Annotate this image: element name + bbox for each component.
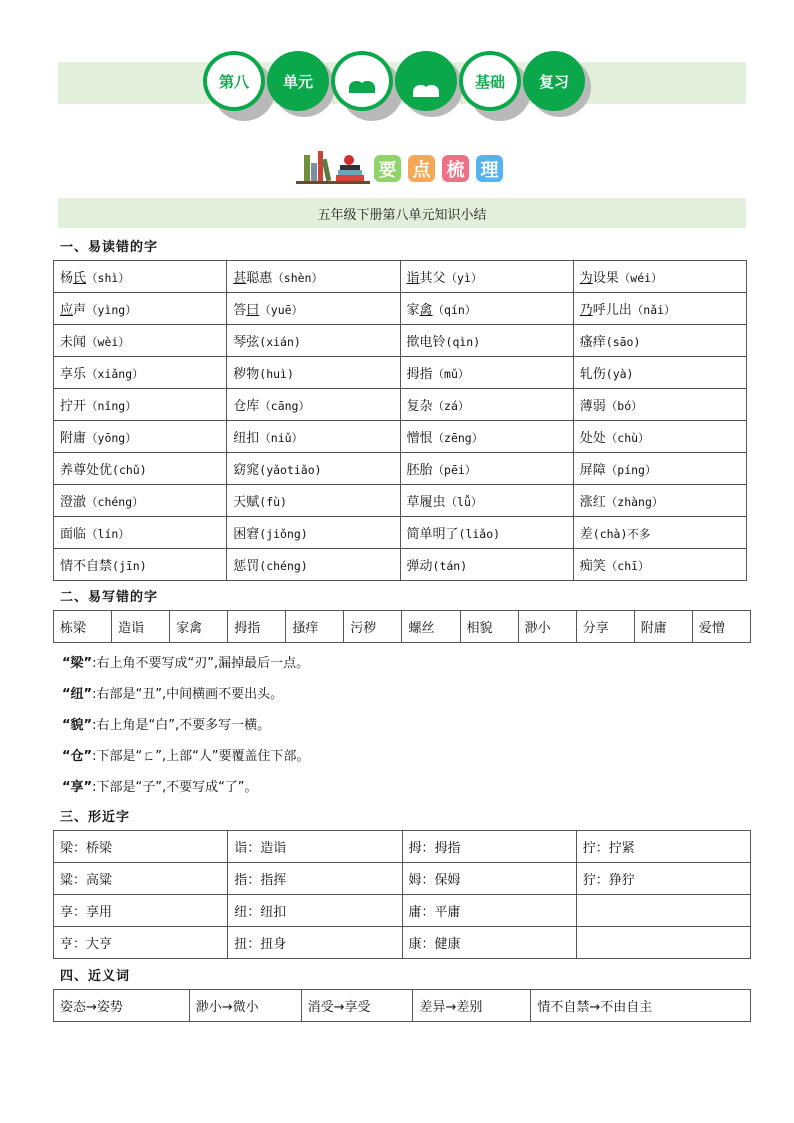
table-cell: [400, 325, 573, 357]
pinyin: (jīn): [112, 559, 147, 573]
pinyin: （pēi）: [432, 463, 477, 477]
word-text: 答: [233, 303, 247, 318]
table-cell: [573, 485, 746, 517]
word-text: 澄澈: [60, 495, 87, 510]
table-row: [54, 831, 751, 863]
word-cell: 污秽: [344, 611, 402, 643]
pinyin: (jiǒng): [259, 527, 308, 541]
note-text: :下部是“子”,不要写成“了”。: [92, 780, 258, 795]
table-cell: [54, 261, 227, 293]
table-cell: 康：健康: [402, 927, 576, 959]
misread-chars-table: [53, 260, 747, 581]
word-text: 其父: [419, 271, 446, 286]
table-cell: [227, 485, 400, 517]
table-cell: 姆：保姆: [402, 863, 576, 895]
tile-shu: 梳: [442, 155, 469, 182]
pinyin: （chù）: [605, 431, 650, 445]
word-text: 纽扣: [233, 431, 260, 446]
pinyin: （píng）: [605, 463, 657, 477]
word-text: 憎恨: [406, 431, 433, 446]
section1-heading: 一、易读错的字: [60, 240, 159, 255]
synonym-cell: 差异→差别: [413, 990, 531, 1022]
table-row: [54, 895, 751, 927]
table-row: [54, 421, 747, 453]
word-text: 声: [73, 303, 87, 318]
note-text: :下部是“ㄈ”,上部“人”要覆盖住下部。: [92, 749, 310, 764]
word-text: 揿电铃: [406, 335, 446, 350]
table-cell: [227, 453, 400, 485]
table-cell: [54, 549, 227, 581]
note-line: [62, 679, 310, 710]
word-text: 聪惠: [246, 271, 273, 286]
note-char: “享”: [62, 780, 93, 795]
table-row: [54, 517, 747, 549]
table-cell: [400, 549, 573, 581]
pinyin: （chéng）: [86, 495, 144, 509]
word-text: 拧开: [60, 399, 87, 414]
table-cell: 庸：平庸: [402, 895, 576, 927]
table-cell: [573, 261, 746, 293]
word-text: 琴弦: [233, 335, 260, 350]
pinyin: （shì）: [86, 271, 130, 285]
pinyin: （mǔ）: [432, 367, 470, 381]
table-cell: [54, 357, 227, 389]
pinyin: (huì): [259, 367, 294, 381]
table-cell: 享：享用: [54, 895, 228, 927]
table-cell: 粱：高粱: [54, 863, 228, 895]
table-cell: 梁：桥梁: [54, 831, 228, 863]
word-text: 瘙痒: [579, 335, 606, 350]
table-cell: 拇：拇指: [402, 831, 576, 863]
synonym-cell: 消受→享受: [301, 990, 413, 1022]
word-cell: 相貌: [460, 611, 518, 643]
table-row: [54, 549, 747, 581]
synonyms-table: [53, 989, 751, 1022]
word-text: 轧伤: [579, 367, 606, 382]
table-cell: [227, 517, 400, 549]
word-text: 杨: [60, 271, 74, 286]
miswritten-chars-table: [53, 610, 751, 643]
table-cell: [400, 453, 573, 485]
table-cell: 纽：纽扣: [228, 895, 402, 927]
pinyin: （cāng）: [259, 399, 310, 413]
word-text: 草履虫: [406, 495, 446, 510]
word-cell: 搔痒: [286, 611, 344, 643]
pinyin: （lǚ）: [445, 495, 483, 509]
table-cell: [54, 293, 227, 325]
table-cell: [573, 549, 746, 581]
word-cell: 家禽: [170, 611, 228, 643]
table-cell: [54, 421, 227, 453]
badge-fu-xi: [523, 51, 585, 111]
word-text: 窈窕: [233, 463, 260, 478]
pinyin: (chǔ): [112, 463, 147, 477]
key-points-heading: [296, 146, 503, 184]
synonym-cell: 渺小→微小: [189, 990, 301, 1022]
table-cell: 扭：扭身: [228, 927, 402, 959]
tile-yao: 要: [374, 155, 401, 182]
synonym-cell: 姿态→姿势: [54, 990, 190, 1022]
table-cell: [400, 485, 573, 517]
word-text: 设果: [592, 271, 619, 286]
pinyin: （wèi）: [86, 335, 130, 349]
badge-text: 复习: [538, 72, 569, 91]
badge-text: 基础: [474, 72, 505, 91]
word-text: 简单明了: [406, 527, 459, 542]
word-cell: 分享: [576, 611, 634, 643]
underlined-char: 曰: [246, 303, 260, 318]
table-cell: [573, 357, 746, 389]
pinyin: (qìn): [445, 335, 481, 349]
note-char: “梁”: [62, 656, 93, 671]
unit-badges: [203, 51, 603, 117]
pinyin: （lín）: [86, 527, 130, 541]
underlined-char: 为: [579, 271, 593, 286]
table-cell: [400, 421, 573, 453]
table-cell: [227, 325, 400, 357]
table-cell: [400, 389, 573, 421]
word-text: 弹动: [406, 559, 433, 574]
pinyin: (tán): [432, 559, 468, 573]
pinyin: （nǎi）: [631, 303, 676, 317]
pinyin: (liǎo): [458, 527, 501, 541]
table-cell: [227, 293, 400, 325]
table-cell: [54, 453, 227, 485]
table-cell: 狞：狰狞: [576, 863, 750, 895]
note-line: [62, 710, 310, 741]
badge-di-ba: [203, 51, 265, 111]
table-cell: [227, 261, 400, 293]
pinyin: （niǔ）: [259, 431, 304, 445]
table-cell: [227, 549, 400, 581]
note-text: :右上角是“白”,不要多写一横。: [92, 718, 271, 733]
badge-text: 单元: [282, 72, 313, 91]
table-cell: [227, 357, 400, 389]
word-text: 享乐: [60, 367, 87, 382]
word-text: 养尊处优: [60, 463, 113, 478]
word-cell: 栋梁: [54, 611, 112, 643]
pinyin: （nǐng）: [86, 399, 137, 413]
table-cell: [576, 927, 750, 959]
word-text: 处处: [579, 431, 606, 446]
word-cell: 造诣: [112, 611, 170, 643]
word-text: 复杂: [406, 399, 433, 414]
table-cell: [400, 261, 573, 293]
word-text: 秽物: [233, 367, 260, 382]
pinyin: （yōng）: [86, 431, 137, 445]
word-text: 困窘: [233, 527, 260, 542]
badge-ji-chu: [459, 51, 521, 111]
table-row: [54, 863, 751, 895]
word-text: 薄弱: [579, 399, 606, 414]
table-cell: [54, 517, 227, 549]
table-cell: [400, 357, 573, 389]
note-text: :右部是“丑”,中间横画不要出头。: [92, 687, 284, 702]
table-row: [54, 485, 747, 517]
pinyin: （zá）: [432, 399, 470, 413]
pinyin: （wéi）: [618, 271, 663, 285]
table-cell: [573, 453, 746, 485]
table-cell: [227, 389, 400, 421]
table-cell: 诣：造诣: [228, 831, 402, 863]
section2-heading: 二、易写错的字: [60, 590, 159, 605]
word-text: 差: [579, 527, 593, 542]
word-cell: 爱憎: [692, 611, 750, 643]
word-text: 涨红: [579, 495, 606, 510]
pinyin: (fù): [259, 495, 287, 509]
note-char: “仓”: [62, 749, 93, 764]
pinyin: （zēng）: [432, 431, 484, 445]
badge-text: 第八: [218, 72, 249, 91]
table-cell: 指：指挥: [228, 863, 402, 895]
table-row: [54, 261, 747, 293]
table-row: [54, 389, 747, 421]
badge-cloud-filled: [395, 51, 457, 111]
pinyin: （zhàng）: [605, 495, 664, 509]
pinyin: (chà)不多: [592, 527, 651, 541]
pinyin: (yà): [605, 367, 634, 381]
tile-dian: 点: [408, 155, 435, 182]
word-text: 呼儿出: [592, 303, 632, 318]
pinyin: (xián): [259, 335, 301, 349]
note-line: [62, 648, 310, 679]
table-cell: [573, 517, 746, 549]
underlined-char: 氏: [73, 271, 87, 286]
word-text: 面临: [60, 527, 87, 542]
underlined-char: 应: [60, 303, 74, 318]
table-cell: [400, 517, 573, 549]
word-text: 家: [406, 303, 420, 318]
writing-notes: [62, 648, 310, 803]
pinyin: （shèn）: [272, 271, 323, 285]
note-line: [62, 741, 310, 772]
table-cell: [54, 485, 227, 517]
word-text: 惩罚: [233, 559, 260, 574]
table-row: [54, 927, 751, 959]
table-cell: [573, 421, 746, 453]
word-cell: 拇指: [228, 611, 286, 643]
pinyin: （yì）: [445, 271, 483, 285]
table-row: [54, 357, 747, 389]
underlined-char: 诣: [406, 271, 420, 286]
table-row: [54, 453, 747, 485]
table-cell: [576, 895, 750, 927]
pinyin: (chéng): [259, 559, 308, 573]
table-row: [54, 293, 747, 325]
pinyin: (sāo): [605, 335, 641, 349]
pinyin: （qín）: [432, 303, 477, 317]
note-char: “纽”: [62, 687, 93, 702]
pinyin: (yǎotiǎo): [259, 463, 322, 477]
word-cell: 螺丝: [402, 611, 460, 643]
cloud-icon: [349, 81, 375, 93]
note-text: :右上角不要写成“刃”,漏掉最后一点。: [92, 656, 310, 671]
table-cell: [573, 325, 746, 357]
pinyin: （yìng）: [86, 303, 137, 317]
word-text: 仓库: [233, 399, 260, 414]
word-text: 未闻: [60, 335, 87, 350]
word-text: 天赋: [233, 495, 260, 510]
table-cell: 亨：大亨: [54, 927, 228, 959]
word-cell: 渺小: [518, 611, 576, 643]
pinyin: （chī）: [605, 559, 650, 573]
note-char: “貌”: [62, 718, 93, 733]
section4-heading: 四、近义词: [60, 969, 131, 984]
synonym-cell: 情不自禁→不由自主: [531, 990, 751, 1022]
table-cell: [54, 389, 227, 421]
table-cell: [54, 325, 227, 357]
word-text: 附庸: [60, 431, 87, 446]
section3-heading: 三、形近字: [60, 810, 131, 825]
word-text: 情不自禁: [60, 559, 113, 574]
table-cell: [573, 389, 746, 421]
table-cell: [400, 293, 573, 325]
tile-li: 理: [476, 155, 503, 182]
summary-title: 五年级下册第八单元知识小结: [58, 198, 746, 228]
underlined-char: 乃: [579, 303, 593, 318]
word-text: 胚胎: [406, 463, 433, 478]
badge-dan-yuan: [267, 51, 329, 111]
note-line: [62, 772, 310, 803]
pinyin: （yuē）: [259, 303, 304, 317]
underlined-char: 禽: [419, 303, 433, 318]
word-text: 痴笑: [579, 559, 606, 574]
table-cell: [573, 293, 746, 325]
table-cell: [227, 421, 400, 453]
word-text: 屏障: [579, 463, 606, 478]
pinyin: （bó）: [605, 399, 643, 413]
table-row: [54, 325, 747, 357]
word-text: 拇指: [406, 367, 433, 382]
similar-chars-table: [53, 830, 751, 959]
badge-cloud-outline: [331, 51, 393, 111]
word-cell: 附庸: [634, 611, 692, 643]
bookshelf-icon: [296, 148, 370, 184]
table-cell: 拧：拧紧: [576, 831, 750, 863]
pinyin: （xiǎng）: [86, 367, 144, 381]
underlined-char: 甚: [233, 271, 247, 286]
cloud-icon: [413, 85, 439, 97]
